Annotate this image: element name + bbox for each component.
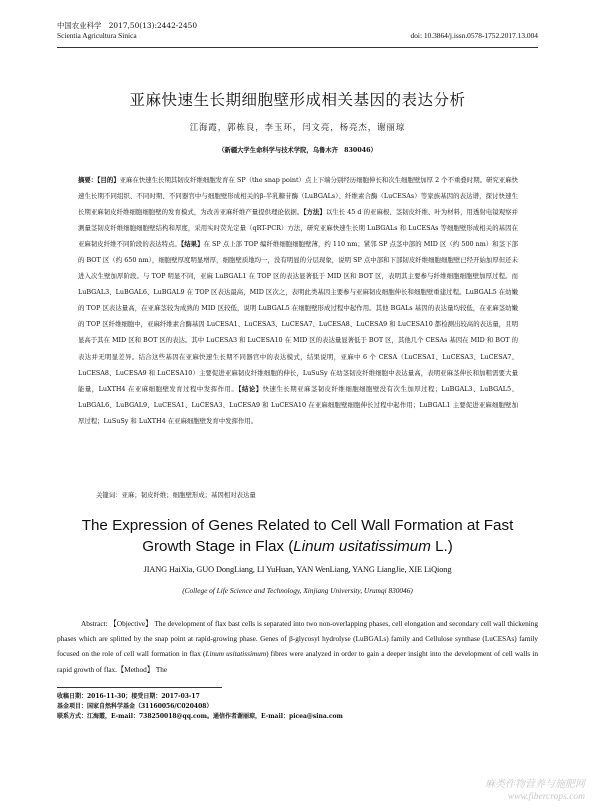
title-cn: 亚麻快速生长期细胞壁形成相关基因的表达分析: [129, 91, 466, 109]
affiliation-en: (College of Life Science and Technology, Xinjiang University, Urumqi 830046): [182, 586, 413, 595]
authors-en: JIANG HaiXia, GUO DongLiang, LI YuHuan, YAN WenLiang, YANG LiangJie, XIE LiQiong: [143, 565, 452, 574]
footnotes: [57, 692, 343, 722]
funding: 基金项目：国家自然科学基金（31160056/C020408）: [57, 703, 213, 710]
objective-marker-cn: 【目的】: [97, 176, 120, 184]
abstract-en-text: The: [155, 665, 168, 674]
journal-name-en: Scientia Agricultura Sinica: [57, 31, 137, 40]
abstract-cn-objective: 亚麻在快速生长期其韧皮纤维细胞发育在 SP（the snap point）点上下端分别经历细胞伸长和次生细胞壁加厚 2 个不重叠时期。研究亚麻快速生长期不同组织、不同时期、不同器官中与细胞壁形成相关的β-半乳糖苷酶（LuBGALs）、纤维素合酶（LuCESAs）等家族基因的表达谱，探讨快速生长期亚麻韧皮纤维细胞细胞壁的发育模式，为改善亚麻纤维产量提供理论依据。: [78, 176, 519, 217]
doi[interactable]: doi: 10.3864/j.issn.0578-1752.2017.13.004: [410, 31, 538, 40]
received-date: 收稿日期：2016-11-30；接受日期：2017-03-17: [57, 693, 200, 700]
title-en: [0, 515, 595, 557]
abstract-cn-conclusion: 快速生长期亚麻茎韧皮纤维细胞细胞壁没有次生加厚过程；LuBGAL3、LuBGAL5、LuBGAL6、LuBGAL9、LuCESA1、LuCESA3、LuCESA9 和 LuCESA10 在亚麻细胞壁细胞伸长过程中起作用；LuBGAL1 主要促进亚麻细胞壁加厚过程；LuSuSy 和 LuXTH4 在亚麻细胞壁发育中发挥作用。: [78, 384, 518, 425]
method-marker-en: 【Method】: [117, 665, 155, 674]
title-en-part: L.): [430, 538, 453, 555]
title-en-part: Growth Stage in Flax (: [142, 538, 294, 555]
header-rule: [57, 47, 538, 48]
watermark-url: www.fibercrops.com: [507, 792, 585, 802]
authors-cn: 江海霞，郭栋良，李玉环，闫文亮，杨亮杰，谢丽琼: [189, 122, 406, 132]
title-en-line1: The Expression of Genes Related to Cell Wall Formation at Fast: [81, 517, 514, 534]
journal-name-cn: 中国农业科学 2017,50(13):2442-2450: [57, 21, 198, 30]
watermark-title: 麻类作物营养与施肥网: [485, 779, 585, 790]
species-name: Linum usitatissimum: [293, 538, 431, 555]
abstract-cn-result: 在 SP 点上部 TOP 编纤维细胞细胞壁薄，约 110 nm；紧邻 SP 点茎中部的 MID 区（约 500 nm）和茎下部的 BOT 区（约 650 nm），细胞壁厚度明显增厚，细胞壁质地均一，没有明显的分层现象，说明 SP 点中部和下部韧皮纤维细胞细胞壁已经开始加厚但还未进入次生壁加厚阶段。与 TOP 明显不同，亚麻 LuBGAL1 在 TOP 区的表达显著低于 MID 区和 BOT 区，表明其主要参与纤维细胞细胞壁加厚过程。而 LuBGAL3、LuBGAL6、LuBGAL9 在 TOP 区表达最高，MID 区次之，表明此类基因主要参与亚麻韧皮细胞伸长和细胞壁重建过程。LuBGAL5 在幼嫩的 TOP 区表达量高，在亚麻茎较为成熟的 MID 区较低，说明 LuBGAL5 在细胞壁形成过程中起作用。其他 BGALs 基因的表达量均较低，在亚麻茎幼嫩的 TOP 区纤维细胞中，亚麻纤维素合酶基因 LuCESA1、LuCESA3、LuCESA7、LuCESA8、LuCESA9 和 LuCESA10 都检测出较高的表达量，且明显高于其在 MID 区和 BOT 区的表达。其中 LuCESA3 和 LuCESA10 在 MID 区的表达量显著低于 BOT 区，其他几个 CESAs 基因在 MID 和 BOT 的表达并无明显差异。结合这些基因在亚麻快速生长期不同器官中的表达模式，结果说明，亚麻中 6 个 CESA（LuCESA1、LuCESA3、LuCESA7、LuCESA8、LuCESA9 和 LuCESA10）主要促进亚麻韧皮纤维细胞的伸长，LuSuSy 在幼茎韧皮纤维细胞中表达量高，表明亚麻茎伸长和加粗需要大量能量，LuXTH4 在亚麻细胞壁发育过程中发挥作用。: [78, 240, 518, 393]
abstract-en: [57, 617, 538, 678]
abstract-en-label: Abstract:: [81, 620, 108, 628]
objective-marker-en: 【Objective】: [109, 620, 153, 628]
title-en-line2: [0, 536, 595, 557]
journal-citation: [57, 21, 197, 41]
conclusion-marker-cn: 【结论】: [238, 384, 263, 393]
running-header: [57, 21, 538, 41]
abstract-en-text: The development of flax bast cells is separated into two non-overlapping phases, cell elongation and secondary cell wall thickening phases which are splitted by the snap point at rapid-growing phase. Genes of β-glycosyl hydrolyse (LuBGALs) family and Cellulose synthase (LuCESAs) family focused on the role of cell wall formation in flax (: [57, 620, 539, 659]
abstract-cn: [78, 172, 518, 429]
species-name: Linum usitatissimum: [205, 650, 267, 659]
result-marker-cn: 【结果】: [180, 240, 204, 249]
abstract-en-text: ) fibres were analyzed in order to gain a deeper insight into the development of cell walls in rapid growth of flax.: [57, 650, 539, 674]
abstract-cn-label: 摘要：: [78, 176, 98, 184]
affiliation-cn: （新疆大学生命科学与技术学院，乌鲁木齐 830046）: [218, 147, 377, 154]
footnote-rule: [57, 687, 222, 688]
keywords-cn: 关键词：亚麻；韧皮纤维；细胞壁形成；基因相对表达量: [96, 491, 256, 499]
contact: 联系方式：江海霞，E-mail：738250018@qq.com。通信作者谢丽琼，E-mail：picea@sina.com: [57, 713, 343, 720]
abstract-cn-method: 以生长 45 d 的亚麻根、茎韧皮纤维、叶为材料，用透射电镜观察并测量茎韧皮纤维细胞细胞壁结构和厚度，采用实时荧光定量（qRT-PCR）方法，研究亚麻快速生长期 LuBGALs 和 LuCESAs 等细胞壁形成相关的基因在亚麻韧皮纤维不同阶段的表达特点。: [78, 208, 518, 249]
method-marker-cn: 【方法】: [303, 208, 326, 217]
watermark: [485, 779, 585, 803]
